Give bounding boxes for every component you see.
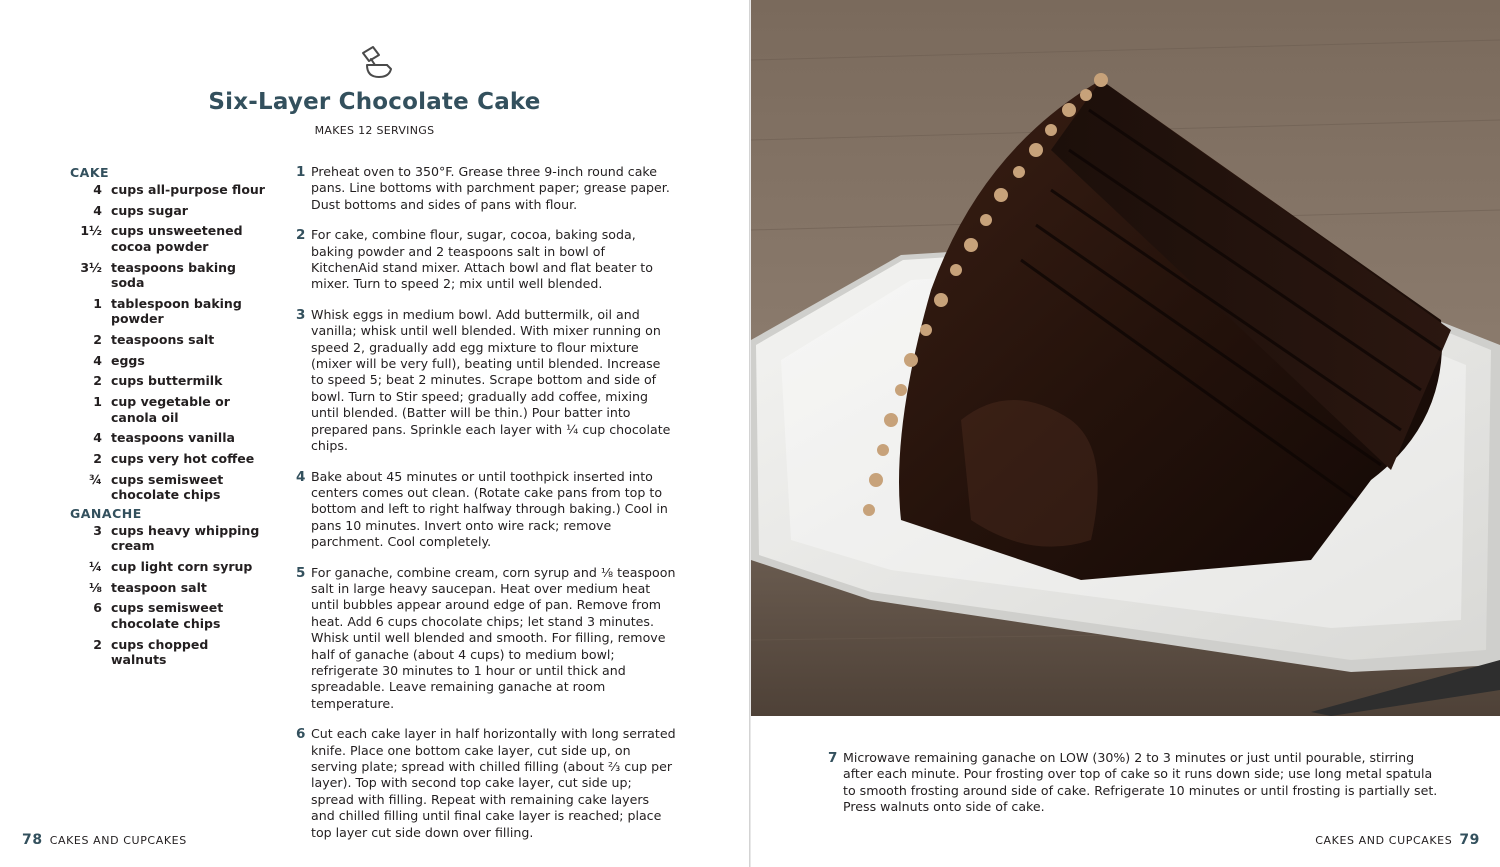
ingredient-row (70, 394, 270, 425)
ingredient-quantity: ¼ (89, 558, 102, 574)
ingredient-quantity: 4 (93, 182, 102, 197)
ingredient-description: cups all-purpose flour (111, 182, 265, 197)
ingredient-quantity: 4 (93, 202, 102, 218)
section-label: CAKES AND CUPCAKES (1315, 834, 1453, 847)
ingredient-row (70, 203, 270, 219)
ingredient-quantity: ¾ (89, 471, 102, 487)
ganache-ingredients (70, 523, 270, 668)
ingredient-description: cups chopped walnuts (111, 636, 209, 667)
ingredient-row (70, 559, 270, 575)
ganache-heading: GANACHE (70, 505, 142, 521)
ingredient-row (70, 451, 270, 467)
page-number: 79 (1459, 832, 1480, 848)
ingredient-row (70, 182, 270, 198)
ingredient-row (70, 296, 270, 327)
step-6 (296, 726, 676, 841)
folio-right (1315, 832, 1480, 848)
ingredient-quantity: 3 (93, 522, 102, 538)
ingredient-quantity: 2 (93, 331, 102, 347)
step-2 (296, 227, 676, 293)
step-text: Preheat oven to 350°F. Grease three 9-inch round cake pans. Line bottoms with parchment paper; grease paper. Dust bottoms and sides of pans with flour. (311, 164, 670, 212)
step-text: Cut each cake layer in half horizontally with long serrated knife. Place one bottom cake layer, cut side up, on serving plate; spread with chilled filling (about ⅔ cup per layer). Top with second top cake layer, cut side up; spread with filling. Repeat with remaining cake layers and chilled filling until final cake layer is reached; place top layer cut side down over filling. (311, 726, 676, 840)
ingredient-row (70, 353, 270, 369)
folio-left (22, 832, 187, 848)
cake-ingredients (70, 182, 270, 503)
step-number: 3 (296, 306, 306, 323)
ingredient-quantity: 1½ (80, 223, 102, 239)
step-number: 4 (296, 468, 306, 485)
ingredient-description: cups semisweet chocolate chips (111, 471, 224, 503)
ingredient-description: teaspoon salt (111, 579, 207, 595)
step-text: Whisk eggs in medium bowl. Add buttermilk, oil and vanilla; whisk until well blended. With mixer running on speed 2, gradually add egg mixture to flour mixture (mixer will be very full), beating until blended. Increase to speed 5; beat 2 minutes. Scrape bottom and side of bowl. Turn to Stir speed; gradually add coffee, mixing until blended. (Batter will be thin.) Pour batter into prepared pans. Sprinkle each layer with ¼ cup chocolate chips. (311, 306, 671, 454)
left-page (0, 0, 749, 867)
ingredient-description: cup vegetable or canola oil (111, 394, 230, 425)
ingredient-quantity: 1 (93, 295, 102, 311)
ingredient-description: cups heavy whipping cream (111, 522, 260, 554)
ingredient-description: teaspoons vanilla (111, 430, 235, 446)
step-text: For ganache, combine cream, corn syrup and ⅛ teaspoon salt in large heavy saucepan. Heat over medium heat until bubbles appear around edge of pan. Remove from heat. Add 6 cups chocolate chips; let stand 3 minutes. Whisk until well blended and smooth. For filling, remove half of ganache (about 4 cups) to medium bowl; refrigerate 30 minutes to 1 hour or until thick and spreadable. Leave remaining ganache at room temperature. (311, 564, 676, 711)
step-1 (296, 164, 676, 213)
ingredient-description: cups semisweet chocolate chips (111, 600, 224, 631)
ingredient-row (70, 523, 270, 554)
step-4 (296, 469, 676, 551)
ingredient-description: cups buttermilk (111, 373, 223, 389)
cake-heading: CAKE (70, 165, 110, 180)
step-text: For cake, combine flour, sugar, cocoa, baking soda, baking powder and 2 teaspoons salt in bowl of KitchenAid stand mixer. Attach bowl and flat beater to mixer. Turn to speed 2; mix until well blended. (311, 227, 653, 292)
ingredient-description: cups sugar (111, 202, 188, 218)
step-number: 2 (296, 227, 306, 244)
ingredient-row (70, 637, 270, 668)
step-number: 5 (296, 564, 306, 581)
ingredient-quantity: ⅛ (89, 579, 102, 595)
ingredient-quantity: 4 (93, 430, 102, 446)
ingredient-description: cup light corn syrup (111, 558, 253, 574)
ingredient-quantity: 2 (93, 450, 102, 466)
method-steps (296, 164, 676, 855)
ingredient-quantity: 1 (93, 394, 102, 409)
ingredient-quantity: 2 (93, 636, 102, 652)
recipe-title: Six-Layer Chocolate Cake (208, 89, 541, 115)
ingredient-row (70, 332, 270, 348)
section-label: CAKES AND CUPCAKES (49, 834, 187, 847)
step-3 (296, 307, 676, 455)
ingredient-quantity: 4 (93, 352, 102, 368)
step-number: 7 (828, 750, 838, 766)
page-number: 78 (22, 832, 43, 848)
ingredient-description: cups very hot coffee (111, 450, 255, 466)
step-number: 6 (296, 726, 306, 743)
step-text: Bake about 45 minutes or until toothpick inserted into centers comes out clean. (Rotate cake pans from top to bottom and left to right halfway through baking.) Cool in pans 10 minutes. Invert onto wire rack; remove parchment. Cool completely. (311, 468, 668, 550)
ingredient-row (70, 223, 270, 254)
ingredient-quantity: 6 (93, 600, 102, 616)
ingredient-row (70, 580, 270, 596)
ingredient-description: teaspoons baking soda (111, 259, 236, 291)
step-text: Microwave remaining ganache on LOW (30%) 2 to 3 minutes or just until pourable, stirring after each minute. Pour frosting over top of cake so it runs down side; use long metal spatula to smooth frosting around side of cake. Refrigerate 10 minutes or until frosting is partially set. Press walnuts onto side of cake. (843, 750, 1438, 815)
ingredient-row (70, 373, 270, 389)
cake-photo (751, 0, 1500, 716)
ingredient-description: cups unsweetened cocoa powder (111, 223, 243, 254)
servings-text: MAKES 12 SERVINGS (314, 124, 435, 137)
right-page (751, 0, 1500, 867)
ingredient-description: tablespoon baking powder (111, 295, 242, 327)
ingredient-row (70, 430, 270, 446)
ingredient-row (70, 600, 270, 631)
step-7 (828, 750, 1438, 816)
ingredient-description: eggs (111, 352, 145, 368)
ingredients-list (70, 164, 270, 673)
ingredient-row (70, 260, 270, 291)
ingredient-quantity: 2 (93, 373, 102, 389)
ingredient-quantity: 3½ (80, 259, 102, 275)
stand-mixer-icon (357, 43, 395, 81)
ingredient-description: teaspoons salt (111, 331, 215, 347)
ingredient-row (70, 472, 270, 503)
step-5 (296, 565, 676, 713)
step-number: 1 (296, 164, 306, 180)
